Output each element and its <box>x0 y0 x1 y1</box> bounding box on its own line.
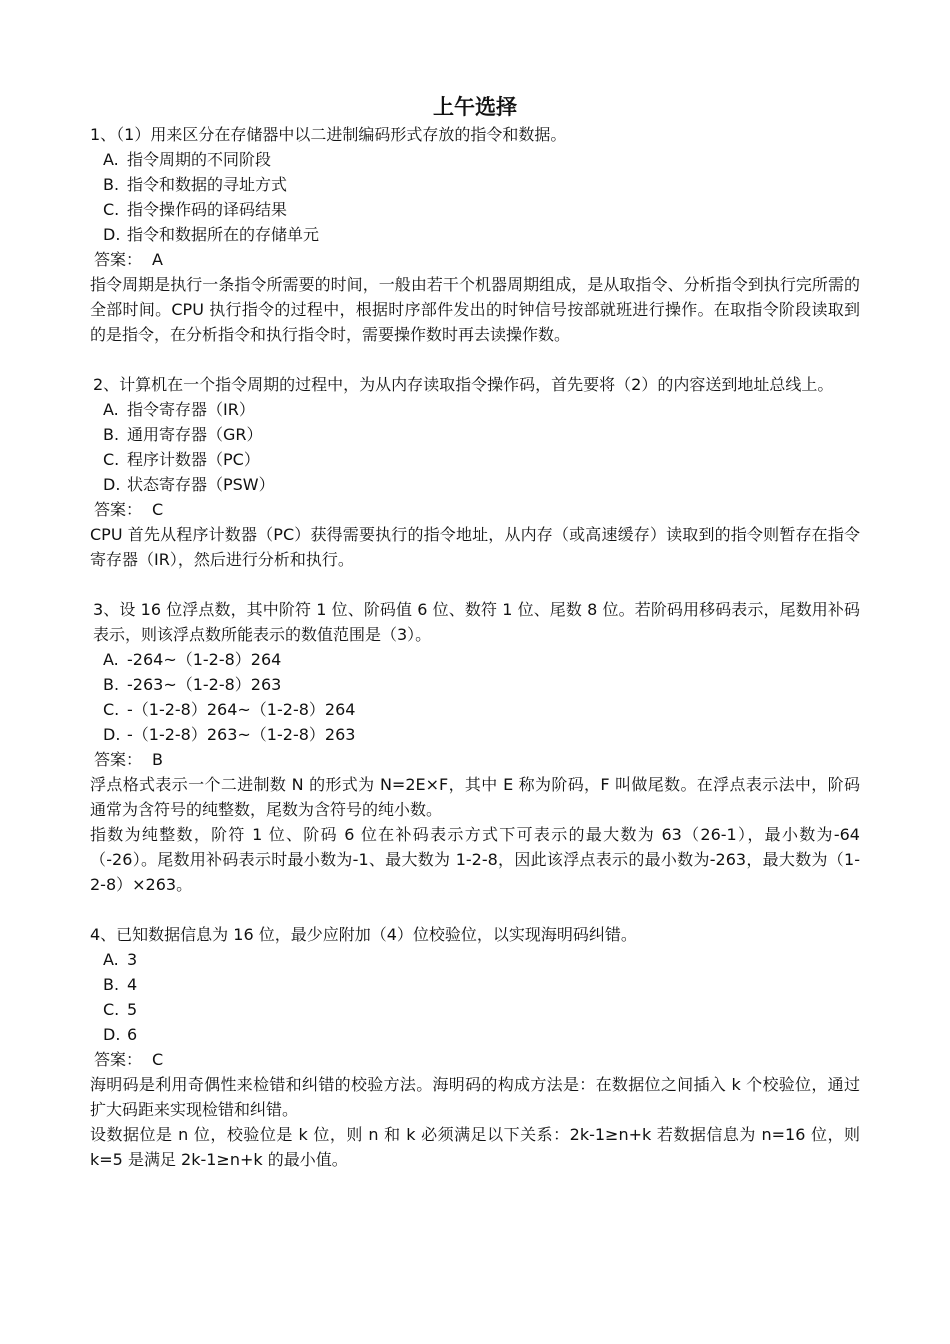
spacer <box>90 897 860 922</box>
option-b <box>90 172 860 197</box>
answer-value: C <box>152 500 164 519</box>
answer-value: C <box>152 1050 164 1069</box>
option-c <box>90 447 860 472</box>
option-letter: C. <box>103 200 120 219</box>
question-stem: 3、设 16 位浮点数，其中阶符 1 位、阶码值 6 位、数符 1 位、尾数 8 位。若阶码用移码表示，尾数用补码表示，则该浮点数所能表示的数值范围是（3）。 <box>93 600 860 644</box>
question-stem: 1、（1）用来区分在存储器中以二进制编码形式存放的指令和数据。 <box>90 125 567 144</box>
option-text: 指令和数据所在的存储单元 <box>127 225 320 244</box>
option-letter: B. <box>103 675 120 694</box>
option-letter: C. <box>103 700 120 719</box>
option-c <box>90 697 860 722</box>
question-2 <box>90 372 860 572</box>
option-a <box>90 647 860 672</box>
option-list <box>90 147 860 247</box>
option-a <box>90 947 860 972</box>
option-b <box>90 672 860 697</box>
explanation-paragraph: CPU 首先从程序计数器（PC）获得需要执行的指令地址，从内存（或高速缓存）读取到的指令则暂存在指令寄存器（IR），然后进行分析和执行。 <box>90 525 860 569</box>
option-list <box>90 647 860 747</box>
option-letter: A. <box>103 650 119 669</box>
answer-line <box>90 247 860 272</box>
option-letter: A. <box>103 150 119 169</box>
option-text: 3 <box>127 950 138 969</box>
option-text: 指令周期的不同阶段 <box>127 150 272 169</box>
explanation-paragraph: 浮点格式表示一个二进制数 N 的形式为 N=2E×F，其中 E 称为阶码，F 叫做尾数。在浮点表示法中，阶码通常为含符号的纯整数，尾数为含符号的纯小数。 <box>90 775 860 819</box>
option-letter: C. <box>103 1000 120 1019</box>
answer-label: 答案： <box>94 1050 143 1069</box>
answer-value: B <box>152 750 163 769</box>
answer-line <box>90 497 860 522</box>
question-stem: 2、计算机在一个指令周期的过程中，为从内存读取指令操作码，首先要将（2）的内容送到地址总线上。 <box>93 375 834 394</box>
option-text: 指令和数据的寻址方式 <box>127 175 288 194</box>
option-text: 程序计数器（PC） <box>127 450 260 469</box>
question-stem: 4、已知数据信息为 16 位，最少应附加（4）位校验位，以实现海明码纠错。 <box>90 925 637 944</box>
option-letter: B. <box>103 425 120 444</box>
spacer <box>90 572 860 597</box>
option-letter: B. <box>103 975 120 994</box>
answer-label: 答案： <box>94 500 143 519</box>
option-text: -264~（1-2-8）264 <box>127 650 282 669</box>
option-text: -263~（1-2-8）263 <box>127 675 282 694</box>
option-text: 通用寄存器（GR） <box>127 425 263 444</box>
option-text: 6 <box>127 1025 138 1044</box>
question-4 <box>90 922 860 1172</box>
answer-label: 答案： <box>94 750 143 769</box>
option-a <box>90 397 860 422</box>
answer-line <box>90 747 860 772</box>
option-text: 5 <box>127 1000 138 1019</box>
explanation-paragraph: 海明码是利用奇偶性来检错和纠错的校验方法。海明码的构成方法是：在数据位之间插入 k 个校验位，通过扩大码距来实现检错和纠错。 <box>90 1075 860 1119</box>
explanation-paragraph: 指令周期是执行一条指令所需要的时间，一般由若干个机器周期组成，是从取指令、分析指令到执行完所需的全部时间。CPU 执行指令的过程中，根据时序部件发出的时钟信号按部就班进行操作。在取指令阶段读取到的是指令，在分析指令和执行指令时，需要操作数时再去读操作数。 <box>90 275 860 344</box>
option-c <box>90 997 860 1022</box>
option-d <box>90 1022 860 1047</box>
page-title: 上午选择 <box>433 95 517 119</box>
option-letter: B. <box>103 175 120 194</box>
option-letter: D. <box>103 475 121 494</box>
option-text: 指令操作码的译码结果 <box>127 200 288 219</box>
spacer <box>90 347 860 372</box>
question-1 <box>90 122 860 347</box>
option-b <box>90 422 860 447</box>
option-b <box>90 972 860 997</box>
option-list <box>90 397 860 497</box>
option-text: -（1-2-8）264~（1-2-8）264 <box>127 700 356 719</box>
answer-label: 答案： <box>94 250 143 269</box>
option-text: 4 <box>127 975 138 994</box>
option-text: 状态寄存器（PSW） <box>127 475 275 494</box>
answer-line <box>90 1047 860 1072</box>
option-a <box>90 147 860 172</box>
question-3 <box>90 597 860 897</box>
option-letter: D. <box>103 1025 121 1044</box>
option-d <box>90 722 860 747</box>
option-text: 指令寄存器（IR） <box>127 400 255 419</box>
option-letter: A. <box>103 950 119 969</box>
option-d <box>90 222 860 247</box>
option-list <box>90 947 860 1047</box>
option-letter: D. <box>103 725 121 744</box>
option-letter: D. <box>103 225 121 244</box>
option-letter: C. <box>103 450 120 469</box>
answer-value: A <box>152 250 163 269</box>
option-letter: A. <box>103 400 119 419</box>
explanation-paragraph: 设数据位是 n 位，校验位是 k 位，则 n 和 k 必须满足以下关系：2k-1≥n+k 若数据信息为 n=16 位，则 k=5 是满足 2k-1≥n+k 的最小值。 <box>90 1125 860 1169</box>
option-text: -（1-2-8）263~（1-2-8）263 <box>127 725 356 744</box>
option-d <box>90 472 860 497</box>
explanation-paragraph: 指数为纯整数，阶符 1 位、阶码 6 位在补码表示方式下可表示的最大数为 63（26-1），最小数为-64（-26）。尾数用补码表示时最小数为-1、最大数为 1-2-8，因此该浮点表示的最小数为-263，最大数为（1-2-8）×263。 <box>90 825 860 894</box>
option-c <box>90 197 860 222</box>
